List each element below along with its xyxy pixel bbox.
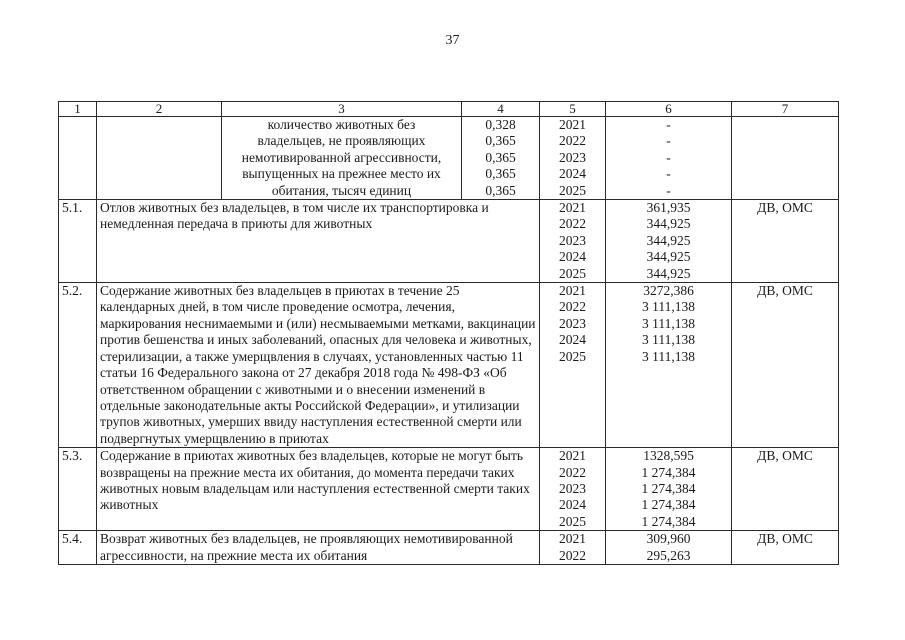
year: 2025 [559,265,586,281]
year: 2022 [559,464,586,480]
year-cell [540,283,606,448]
amount: - [666,182,671,198]
activity-description: Отлов животных без владельцев, в том числе их транспортировка и немедленная передача в приюты для животных [97,200,540,283]
row-number: 5.3. [59,448,97,531]
funding-source: ДВ, ОМС [732,200,839,283]
indicator-line: выпущенных на прежнее место их [242,166,441,182]
year: 2022 [559,299,586,315]
amount: 309,960 [646,531,691,547]
year: 2023 [559,232,586,248]
column-header: 3 [222,102,462,117]
funding-source: ДВ, ОМС [732,531,839,565]
year: 2024 [559,166,586,182]
amount: 3 111,138 [642,348,695,364]
table-header-row [59,102,839,117]
amount: 1 274,384 [641,480,696,496]
year-cell [540,531,606,565]
year: 2025 [559,182,586,198]
row-number: 5.4. [59,531,97,565]
year: 2024 [559,332,586,348]
column-header: 7 [732,102,839,117]
amount-cell [606,283,732,448]
indicator-line: количество животных без [267,117,416,132]
table-row-continuation [59,117,839,200]
column-header: 1 [59,102,97,117]
value: 0,365 [485,149,516,165]
column-header: 5 [540,102,606,117]
amount: 1328,595 [643,448,694,464]
amount: - [666,149,671,165]
page-number: 37 [445,33,460,48]
funding-source: ДВ, ОМС [732,448,839,531]
column-header: 2 [97,102,222,117]
activity-description: Содержание в приютах животных без владельцев, которые не могут быть возвращены на прежние места их обитания, до момента передачи таких животных новым владельцам или наступления естественной смерти таких животных [97,448,540,531]
value: 0,365 [485,182,516,198]
indicator-line: владельцев, не проявляющих [257,133,426,149]
column-header: 4 [462,102,540,117]
amount: - [666,133,671,149]
year: 2021 [559,200,586,216]
amount: 3 111,138 [642,315,695,331]
amount-cell [606,117,732,200]
amount: 1 274,384 [641,497,696,513]
indicator-line: немотивированной агрессивности, [241,149,442,165]
year: 2023 [559,315,586,331]
amount: 3272,386 [643,283,694,299]
amount-cell [606,448,732,531]
activity-description: Содержание животных без владельцев в приютах в течение 25 календарных дней, в том числе проведение осмотра, лечения, маркирования неснимаемыми и (или) несмываемыми метками, вакцинации против бешенства и иных заболеваний, опасных для человека и животных, стерилизации, а также умерщвления в случаях, установленных частью 11 статьи 16 Федерального закона от 27 декабря 2018 года № 498-ФЗ «Об ответственном обращении с животными и о внесении изменений в отдельные законодательные акты Российской Федерации», и утилизации трупов животных, умерших ввиду наступления естественной смерти или подвергнутых умерщвлению в приютах [97,283,540,448]
amount: 1 274,384 [641,464,696,480]
amount: 3 111,138 [642,299,695,315]
year-cell [540,448,606,531]
year: 2021 [559,117,586,132]
amount-cell [606,531,732,565]
data-table [58,101,839,565]
year: 2022 [559,547,586,563]
activity-description: Возврат животных без владельцев, не проявляющих немотивированной агрессивности, на прежние места их обитания [97,531,540,565]
value-cell [462,117,540,200]
amount: 1 274,384 [641,513,696,529]
year: 2023 [559,149,586,165]
value: 0,365 [485,133,516,149]
year-cell [540,200,606,283]
amount: - [666,117,671,132]
year: 2021 [559,283,586,299]
amount: 295,263 [646,547,691,563]
amount: - [666,166,671,182]
value: 0,365 [485,166,516,182]
amount: 3 111,138 [642,332,695,348]
year: 2025 [559,348,586,364]
amount: 361,935 [646,200,691,216]
funding-source: ДВ, ОМС [732,283,839,448]
column-header: 6 [606,102,732,117]
row-number: 5.1. [59,200,97,283]
year: 2025 [559,513,586,529]
amount: 344,925 [646,232,691,248]
year: 2021 [559,448,586,464]
year: 2023 [559,480,586,496]
row-number: 5.2. [59,283,97,448]
indicator-cell [222,117,462,200]
year: 2024 [559,249,586,265]
source-cell [732,117,839,200]
table-row-5-2 [59,283,839,448]
row-number-cell [59,117,97,200]
year: 2022 [559,133,586,149]
amount: 344,925 [646,249,691,265]
year: 2024 [559,497,586,513]
table-row-5-1 [59,200,839,283]
year-cell [540,117,606,200]
amount: 344,925 [646,265,691,281]
amount: 344,925 [646,216,691,232]
value: 0,328 [485,117,516,132]
empty-cell [97,117,222,200]
table-row-5-4 [59,531,839,565]
year: 2022 [559,216,586,232]
year: 2021 [559,531,586,547]
table-row-5-3 [59,448,839,531]
amount-cell [606,200,732,283]
indicator-line: обитания, тысяч единиц [271,182,412,198]
